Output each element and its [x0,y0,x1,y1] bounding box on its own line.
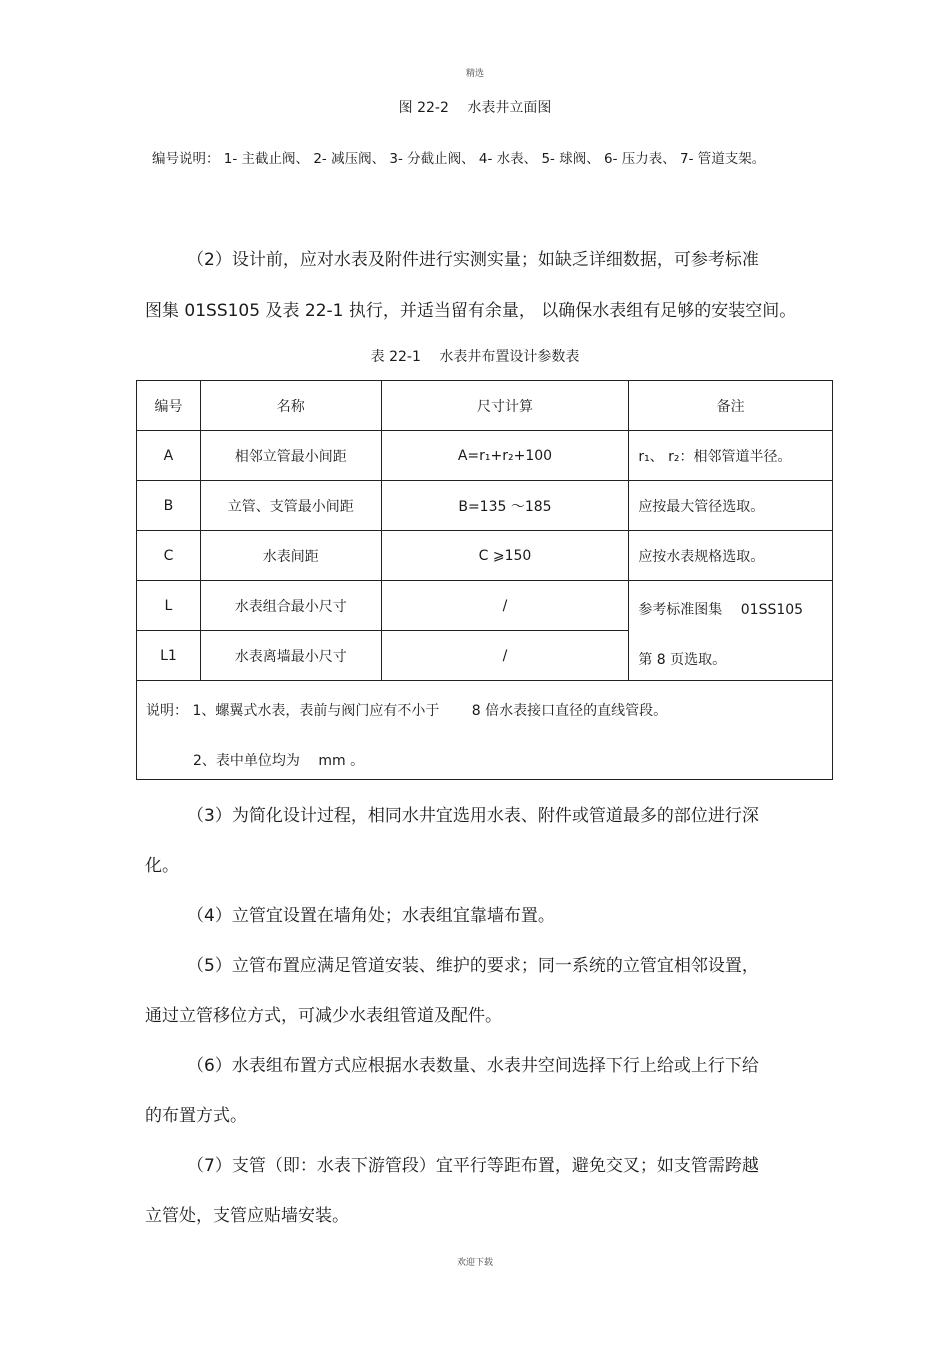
merged-note-line-1: 参考标准图集 01SS105 [638,601,804,618]
header-cell-note: 备注 [629,381,833,431]
row-calc: / [381,581,629,631]
row-note: 应按水表规格选取。 [629,531,833,581]
header-cell-calc: 尺寸计算 [381,381,629,431]
row-name: 立管、支管最小间距 [200,481,381,531]
row-note: r₁、 r₂：相邻管道半径。 [629,431,833,481]
parameter-table [136,380,833,780]
row-calc: C ⩾150 [381,531,629,581]
figure-caption: 图 22-2 水表井立面图 [398,100,552,116]
page-header-label: 精选 [465,69,484,79]
row-calc: / [381,631,629,681]
table-footnote-line-2: 2、表中单位均为 mm 。 [193,753,365,769]
table-header-row [137,381,833,431]
row-note: 应按最大管径选取。 [629,481,833,531]
row-id: C [137,531,201,581]
paragraph-2-line-1: （2）设计前，应对水表及附件进行实测实量；如缺乏详细数据，可参考标准 [187,250,759,270]
paragraph-6-line-1: （6）水表组布置方式应根据水表数量、水表井空间选择下行上给或上行下给 [187,1056,759,1076]
row-name: 相邻立管最小间距 [200,431,381,481]
paragraph-2-line-2: 图集 01SS105 及表 22-1 执行，并适当留有余量， 以确保水表组有足够的安装空间。 [145,301,797,321]
table-row [137,481,833,531]
row-calc: B=135 ～185 [381,481,629,531]
table-footnote-line-1: 说明： 1、螺翼式水表，表前与阀门应有不小于 8 倍水表接口直径的直线管段。 [146,703,668,719]
row-id: L [137,581,201,631]
paragraph-4-line-1: （4）立管宜设置在墙角处；水表组宜靠墙布置。 [187,906,555,926]
table-title: 表 22-1 水表井布置设计参数表 [370,349,580,365]
figure-legend: 编号说明： 1- 主截止阀、 2- 减压阀、 3- 分截止阀、 4- 水表、 5- 球阀、 6- 压力表、 7- 管道支架。 [152,151,766,167]
page-footer-label: 欢迎下载 [456,1258,493,1268]
table-footnote-row [137,681,833,780]
row-name: 水表离墙最小尺寸 [200,631,381,681]
table-row [137,531,833,581]
row-id: L1 [137,631,201,681]
merged-note-cell [629,581,833,681]
row-calc: A=r₁+r₂+100 [381,431,629,481]
paragraph-3-line-1: （3）为简化设计过程，相同水井宜选用水表、附件或管道最多的部位进行深 [187,806,759,826]
row-id: B [137,481,201,531]
header-cell-id: 编号 [137,381,201,431]
paragraph-5-line-2: 通过立管移位方式，可减少水表组管道及配件。 [145,1006,502,1026]
row-name: 水表组合最小尺寸 [200,581,381,631]
paragraph-3-line-2: 化。 [145,856,179,876]
paragraph-6-line-2: 的布置方式。 [145,1106,247,1126]
row-id: A [137,431,201,481]
table-row [137,431,833,481]
table-footnote-cell [137,681,833,780]
paragraph-5-line-1: （5）立管布置应满足管道安装、维护的要求；同一系统的立管宜相邻设置， [187,956,759,976]
row-name: 水表间距 [200,531,381,581]
table-row [137,581,833,631]
paragraph-7-line-1: （7）支管（即：水表下游管段）宜平行等距布置，避免交叉；如支管需跨越 [187,1156,759,1176]
header-cell-name: 名称 [200,381,381,431]
merged-note-line-2: 第 8 页选取。 [638,651,727,668]
paragraph-7-line-2: 立管处，支管应贴墙安装。 [145,1206,349,1226]
